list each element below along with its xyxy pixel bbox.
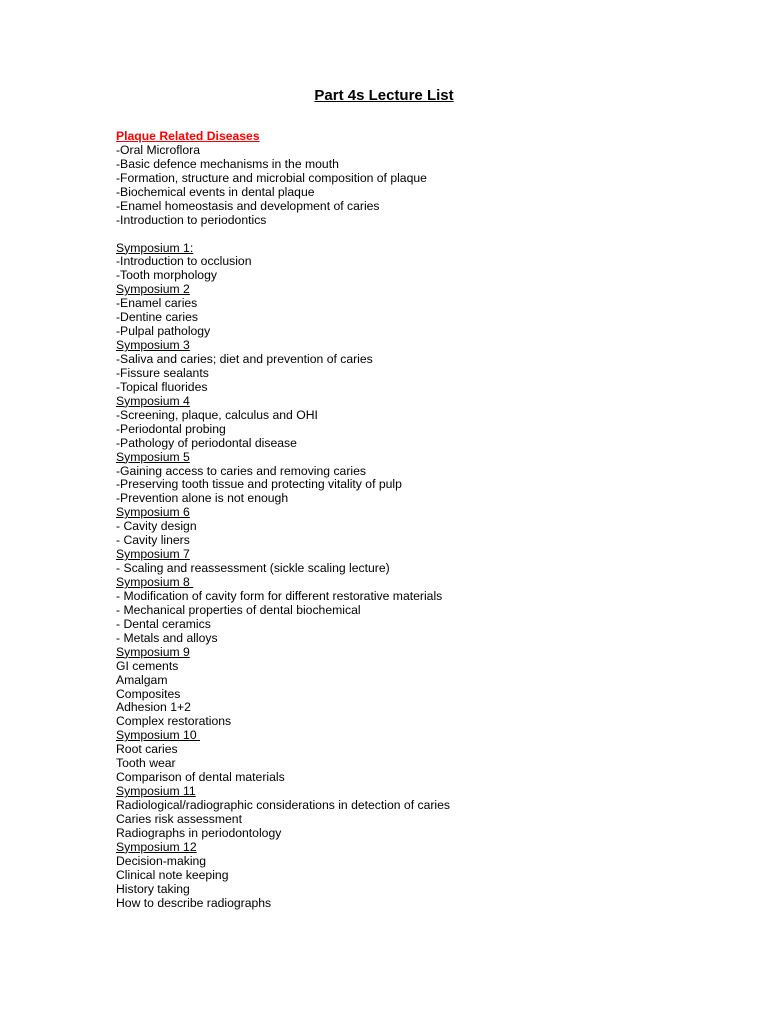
lecture-item: Composites (116, 686, 181, 701)
lecture-item: -Gaining access to caries and removing caries (116, 463, 366, 478)
lecture-item: -Fissure sealants (116, 365, 209, 380)
lecture-item: - Cavity design (116, 519, 197, 534)
symposium-heading: Symposium 2 (116, 282, 190, 297)
lecture-section (116, 242, 736, 284)
lecture-item: Amalgam (116, 672, 168, 687)
lecture-item: -Introduction to periodontics (116, 212, 267, 227)
lecture-list (116, 130, 736, 911)
lecture-item: -Periodontal probing (116, 421, 226, 436)
lecture-item: -Tooth morphology (116, 268, 217, 283)
lecture-item: -Enamel homeostasis and development of caries (116, 198, 380, 213)
lecture-item: -Formation, structure and microbial composition of plaque (116, 170, 427, 185)
lecture-item: - Dental ceramics (116, 616, 211, 631)
lecture-section (116, 576, 736, 646)
lecture-item: Radiological/radiographic considerations in detection of caries (116, 798, 450, 812)
symposium-heading: Symposium 12 (116, 839, 197, 854)
lecture-item: -Pathology of periodontal disease (116, 435, 297, 450)
lecture-section (116, 506, 736, 548)
lecture-item: -Basic defence mechanisms in the mouth (116, 156, 339, 171)
lecture-section (116, 548, 736, 576)
section-spacer (116, 228, 736, 242)
lecture-item: -Screening, plaque, calculus and OHI (116, 407, 318, 422)
lecture-item: - Scaling and reassessment (sickle scaling lecture) (116, 561, 390, 576)
lecture-item: -Dentine caries (116, 310, 198, 325)
symposium-heading: Symposium 4 (116, 393, 190, 408)
lecture-section (116, 339, 736, 395)
symposium-heading: Symposium 9 (116, 644, 190, 659)
lecture-section (116, 785, 736, 841)
lecture-item: Comparison of dental materials (116, 770, 285, 785)
lecture-item: Caries risk assessment (116, 811, 242, 826)
symposium-heading: Symposium 5 (116, 449, 190, 464)
lecture-section (116, 841, 736, 911)
symposium-heading: Symposium 1: (116, 240, 194, 255)
lecture-item: -Saliva and caries; diet and prevention of caries (116, 352, 373, 366)
symposium-heading: Symposium 6 (116, 505, 190, 520)
lecture-item: - Mechanical properties of dental biochemical (116, 602, 361, 617)
lecture-item: Root caries (116, 742, 178, 757)
page-title: Part 4s Lecture List (314, 87, 454, 104)
lecture-section (116, 283, 736, 339)
symposium-heading: Symposium 11 (116, 784, 196, 799)
lecture-item: Radiographs in periodontology (116, 825, 282, 840)
lecture-section (116, 729, 736, 785)
lecture-item: - Modification of cavity form for different restorative materials (116, 588, 443, 603)
lecture-item: How to describe radiographs (116, 895, 272, 910)
lecture-section (116, 395, 736, 451)
lecture-item: GI cements (116, 658, 179, 673)
lecture-item: Adhesion 1+2 (116, 700, 191, 715)
lecture-item: Complex restorations (116, 714, 232, 729)
symposium-heading: Symposium 7 (116, 547, 190, 562)
lecture-item: -Enamel caries (116, 296, 198, 311)
lecture-item: -Topical fluorides (116, 379, 208, 394)
lecture-item: -Biochemical events in dental plaque (116, 184, 315, 199)
lecture-item: Decision-making (116, 853, 207, 868)
lecture-item: History taking (116, 881, 190, 896)
lecture-section (116, 646, 736, 730)
lecture-item: -Preserving tooth tissue and protecting vitality of pulp (116, 477, 402, 492)
lecture-section (116, 451, 736, 507)
lecture-item: Clinical note keeping (116, 867, 229, 882)
lecture-item: -Prevention alone is not enough (116, 491, 289, 506)
lecture-item: -Oral Microflora (116, 142, 200, 157)
symposium-heading: Symposium 8 (116, 575, 194, 589)
lecture-item: -Pulpal pathology (116, 324, 211, 339)
lecture-item: - Metals and alloys (116, 630, 218, 645)
lecture-section (116, 130, 736, 242)
lecture-item: - Cavity liners (116, 533, 190, 548)
lecture-item: -Introduction to occlusion (116, 254, 252, 269)
lecture-item: Tooth wear (116, 756, 176, 771)
section-heading: Plaque Related Diseases (116, 129, 260, 143)
symposium-heading: Symposium 10 (116, 728, 200, 743)
symposium-heading: Symposium 3 (116, 338, 190, 353)
